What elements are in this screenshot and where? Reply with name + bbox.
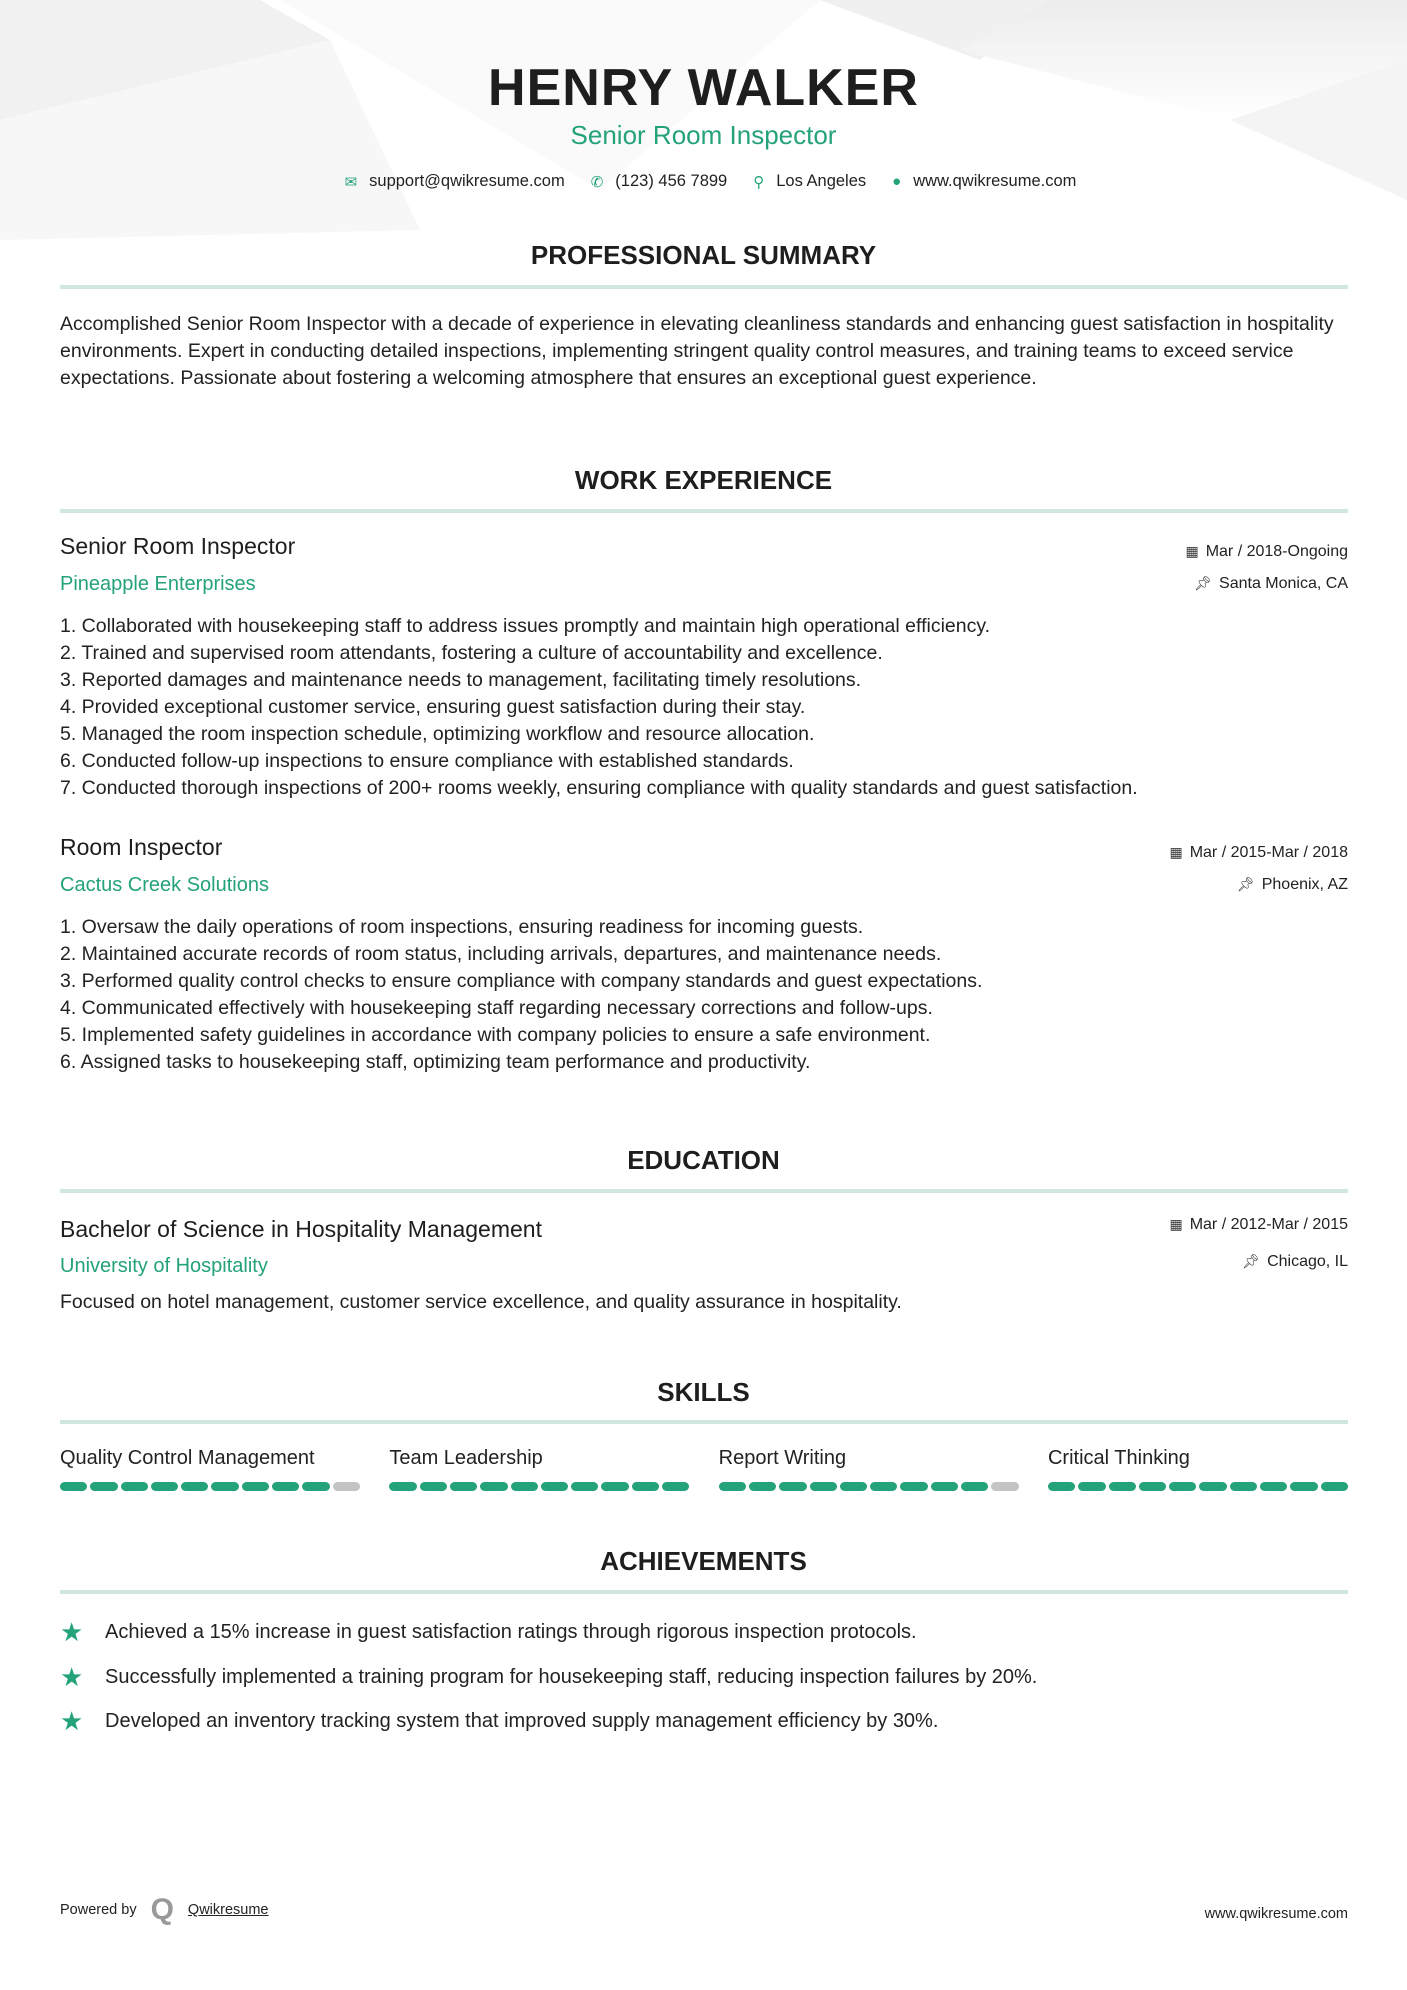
star-icon: ★ — [60, 1706, 84, 1736]
skill-segment — [1230, 1482, 1257, 1491]
skill-segment — [450, 1482, 477, 1491]
experience-heading: WORK EXPERIENCE — [574, 465, 833, 495]
calendar-icon: ▦ — [1169, 1216, 1183, 1232]
location: Los Angeles — [776, 172, 867, 190]
skill-segment — [601, 1482, 628, 1491]
footer-left — [60, 1893, 269, 1926]
star-icon: ★ — [60, 1617, 84, 1647]
skill-segment — [272, 1482, 299, 1491]
skill-segment — [779, 1482, 806, 1491]
skill-segment — [151, 1482, 178, 1491]
degree: Bachelor of Science in Hospitality Management — [60, 1216, 542, 1242]
responsibility-list — [60, 914, 1360, 1076]
list-item: 5. Managed the room inspection schedule, optimizing workflow and resource allocation. — [60, 723, 815, 745]
divider — [60, 1590, 1348, 1594]
brand-link[interactable]: Qwikresume — [187, 1902, 269, 1918]
skill-segment — [333, 1482, 360, 1491]
skill-segment — [242, 1482, 269, 1491]
pushpin-icon: 📌︎ — [1236, 876, 1255, 892]
location: Chicago, IL — [1267, 1253, 1348, 1270]
skill-segment — [1109, 1482, 1136, 1491]
divider — [60, 1420, 1348, 1424]
divider — [60, 509, 1348, 513]
job-title: Senior Room Inspector — [60, 533, 296, 559]
skill-segment — [480, 1482, 507, 1491]
skill-level-bar — [60, 1482, 360, 1491]
skill-segment — [632, 1482, 659, 1491]
location: Santa Monica, CA — [1219, 575, 1348, 592]
list-item: 3. Reported damages and maintenance needs to management, facilitating timely resolutions. — [60, 669, 862, 691]
education-location — [1242, 1253, 1348, 1271]
summary-text: Accomplished Senior Room Inspector with a decade of experience in elevating cleanliness standards and enhancing guest satisfaction in hospitality environments. Expert in conducting detailed inspections, implementing stringent quality control measures, and training teams to exceed service expectations. Passionate about fostering a welcoming atmosphere that ensures an exceptional guest experience. — [60, 313, 1334, 389]
job-dates — [1169, 844, 1348, 862]
website[interactable]: www.qwikresume.com — [913, 172, 1077, 190]
skill-item — [719, 1447, 1019, 1491]
skills-heading: SKILLS — [657, 1377, 750, 1407]
skill-segment — [571, 1482, 598, 1491]
skill-segment — [749, 1482, 776, 1491]
location-pin-icon: ⚲ — [753, 173, 765, 191]
skill-segment — [511, 1482, 538, 1491]
job-location — [1237, 876, 1348, 894]
skill-segment — [121, 1482, 148, 1491]
list-item: 7. Conducted thorough inspections of 200+ rooms weekly, ensuring compliance with quality standards and guest satisfaction. — [60, 777, 1138, 799]
skill-segment — [60, 1482, 87, 1491]
list-item: 5. Implemented safety guidelines in accordance with company policies to ensure a safe environment. — [60, 1024, 931, 1046]
skill-segment — [840, 1482, 867, 1491]
list-item: 3. Performed quality control checks to ensure compliance with company standards and guest expectations. — [60, 970, 983, 992]
skill-segment — [1290, 1482, 1317, 1491]
globe-icon: ● — [892, 173, 902, 190]
company: Pineapple Enterprises — [60, 573, 256, 595]
candidate-title: Senior Room Inspector — [570, 120, 837, 150]
company: Cactus Creek Solutions — [60, 874, 269, 896]
calendar-icon: ▦ — [1169, 844, 1183, 860]
list-item: 2. Maintained accurate records of room status, including arrivals, departures, and maintenance needs. — [60, 943, 942, 965]
skill-segment — [1169, 1482, 1196, 1491]
job-dates — [1185, 543, 1348, 561]
skill-segment — [302, 1482, 329, 1491]
education-description: Focused on hotel management, customer service excellence, and quality assurance in hospitality. — [60, 1291, 902, 1313]
skill-name: Critical Thinking — [1047, 1447, 1190, 1469]
skill-segment — [662, 1482, 689, 1491]
achievement-item — [60, 1617, 917, 1648]
skill-segment — [1048, 1482, 1075, 1491]
skill-name: Quality Control Management — [60, 1447, 315, 1469]
achievement-item — [60, 1706, 938, 1737]
list-item: 1. Collaborated with housekeeping staff to address issues promptly and maintain high operational efficiency. — [60, 615, 991, 637]
skill-segment — [211, 1482, 238, 1491]
job-location — [1194, 575, 1348, 593]
skill-item — [389, 1447, 689, 1491]
phone-icon: ✆ — [590, 173, 604, 191]
pushpin-icon: 📌︎ — [1242, 1253, 1261, 1269]
skill-segment — [181, 1482, 208, 1491]
skill-name: Report Writing — [718, 1447, 847, 1469]
skill-level-bar — [1048, 1482, 1348, 1491]
powered-by: Powered by — [60, 1902, 137, 1918]
achievements-heading: ACHIEVEMENTS — [600, 1546, 807, 1576]
list-item: 2. Trained and supervised room attendants, fostering a culture of accountability and excellence. — [60, 642, 883, 664]
skill-segment — [870, 1482, 897, 1491]
list-item: 6. Assigned tasks to housekeeping staff, optimizing team performance and productivity. — [60, 1051, 811, 1073]
star-icon: ★ — [60, 1661, 84, 1692]
qwikresume-logo-icon: Q — [150, 1893, 174, 1926]
skill-segment — [1199, 1482, 1226, 1491]
divider — [60, 285, 1348, 289]
skill-segment — [541, 1482, 568, 1491]
skill-segment — [1321, 1482, 1348, 1491]
list-item: 6. Conducted follow-up inspections to ensure compliance with established standards. — [60, 750, 794, 772]
skill-segment — [900, 1482, 927, 1491]
skill-segment — [90, 1482, 117, 1491]
pushpin-icon: 📌︎ — [1194, 575, 1213, 591]
list-item: 1. Oversaw the daily operations of room inspections, ensuring readiness for incoming guests. — [60, 916, 864, 938]
skill-item — [60, 1447, 360, 1491]
skills-grid — [60, 1447, 1348, 1491]
education-heading: EDUCATION — [627, 1145, 780, 1175]
candidate-name: HENRY WALKER — [488, 59, 919, 117]
list-item: 4. Provided exceptional customer service, ensuring guest satisfaction during their stay. — [60, 696, 806, 718]
phone: (123) 456 7899 — [615, 172, 728, 190]
skill-segment — [389, 1482, 416, 1491]
dates: Mar / 2012-Mar / 2015 — [1189, 1216, 1348, 1233]
skill-segment — [931, 1482, 958, 1491]
education-dates — [1169, 1216, 1348, 1234]
achievement-item — [60, 1662, 1037, 1693]
skill-segment — [420, 1482, 447, 1491]
skill-segment — [810, 1482, 837, 1491]
skill-segment — [961, 1482, 988, 1491]
divider — [60, 1189, 1348, 1193]
email-icon: ✉ — [344, 173, 358, 191]
responsibility-list — [60, 613, 1360, 802]
skill-segment — [719, 1482, 746, 1491]
job-title: Room Inspector — [60, 834, 223, 860]
achievement-text: Developed an inventory tracking system that improved supply management efficiency by 30%. — [105, 1710, 939, 1732]
skill-segment — [1139, 1482, 1166, 1491]
email[interactable]: support@qwikresume.com — [369, 172, 565, 190]
footer-website[interactable]: www.qwikresume.com — [1204, 1906, 1348, 1922]
skill-name: Team Leadership — [389, 1447, 543, 1469]
skill-item — [1048, 1447, 1348, 1491]
skill-level-bar — [719, 1482, 1019, 1491]
achievement-text: Successfully implemented a training program for housekeeping staff, reducing inspection failures by 20%. — [105, 1665, 1038, 1688]
skill-level-bar — [389, 1482, 689, 1491]
location: Phoenix, AZ — [1261, 876, 1348, 893]
contact-bar — [0, 172, 1407, 191]
summary-heading: PROFESSIONAL SUMMARY — [530, 240, 877, 270]
list-item: 4. Communicated effectively with housekeeping staff regarding necessary corrections and follow-ups. — [60, 997, 933, 1019]
calendar-icon: ▦ — [1185, 543, 1199, 559]
skill-segment — [1078, 1482, 1105, 1491]
school: University of Hospitality — [60, 1255, 268, 1277]
dates: Mar / 2015-Mar / 2018 — [1189, 844, 1348, 861]
achievement-text: Achieved a 15% increase in guest satisfaction ratings through rigorous inspection protocols. — [105, 1621, 917, 1643]
dates: Mar / 2018-Ongoing — [1205, 543, 1348, 560]
skill-segment — [991, 1482, 1018, 1491]
skill-segment — [1260, 1482, 1287, 1491]
